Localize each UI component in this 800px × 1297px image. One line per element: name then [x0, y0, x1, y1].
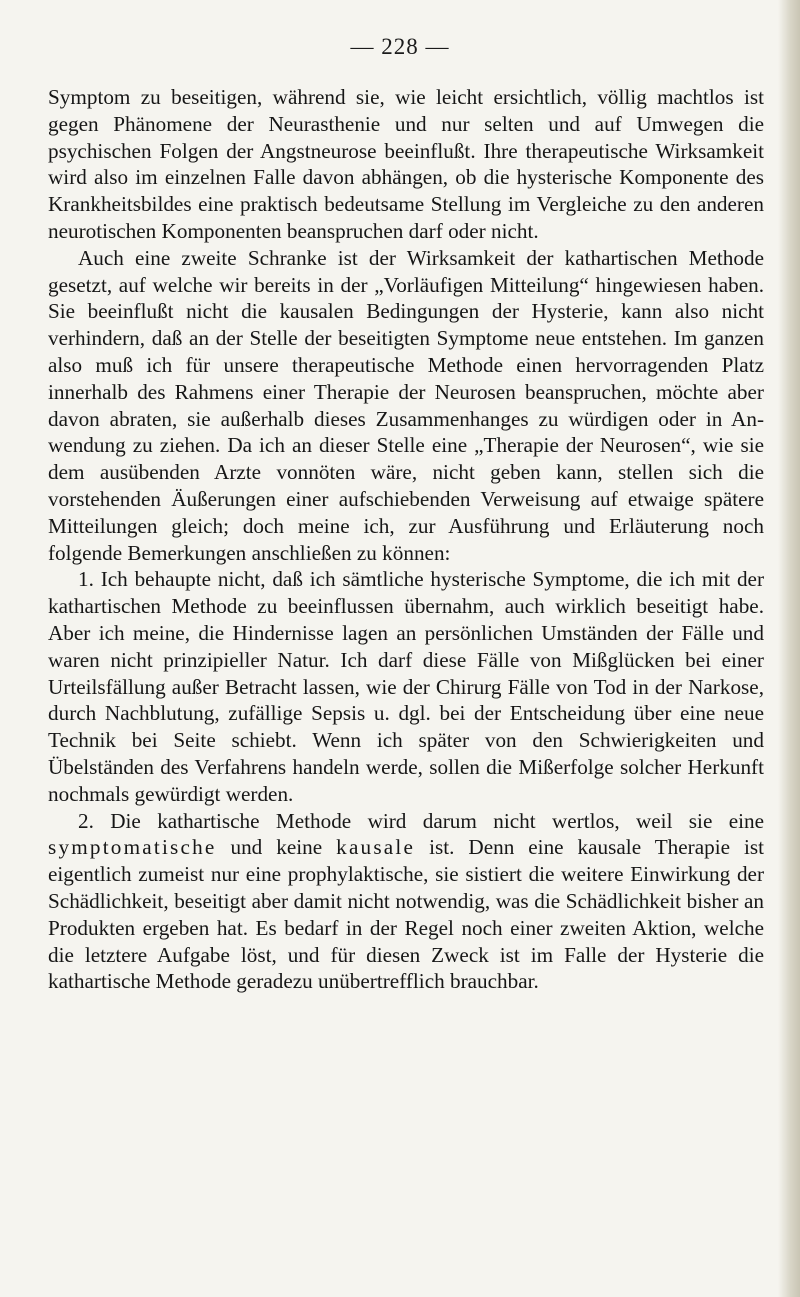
- emphasis-symptomatische: symptomatische: [48, 835, 217, 860]
- body-text: [48, 84, 764, 995]
- page-edge-shadow: [778, 0, 800, 1297]
- page-number: — 228 —: [350, 34, 450, 59]
- paragraph-1: Symptom zu beseitigen, während sie, wie leicht ersichtlich, völlig machtlos ist gegen Phänomene der Neurasthenie und nur selten und auf Umwegen die psychischen Folgen der Angstneurose beeinflußt. Ihre therapeutische Wirksamkeit wird also im einzelnen Falle davon abhängen, ob die hysterische Komponente des Krankheitsbildes eine praktisch bedeutsame Stellung im Vergleiche zu den anderen neurotischen Komponenten beanspruchen darf oder nicht.: [48, 85, 764, 243]
- paragraph-4-middle: und keine: [216, 835, 337, 860]
- emphasis-kausale: kausale: [336, 835, 416, 860]
- paragraph-4-before: 2. Die kathartische Methode wird darum nicht wertlos, weil sie eine: [78, 808, 764, 833]
- paragraph-4-after: ist. Denn eine kausale Therapie ist eigentlich zumeist nur eine prophylaktische, sie sistiert die weitere Einwirkung der Schädlichkeit, beseitigt aber damit nicht notwendig, was die Schädlichkeit bisher an Produkten ergeben hat. Es bedarf in der Regel noch einer zweiten Aktion, welche die letztere Aufgabe löst, und für diesen Zweck ist im Falle der Hysterie die kathartische Methode geradezu unübertrefflich brauchbar.: [48, 835, 764, 994]
- paragraph-4-point-2: [48, 808, 764, 996]
- paragraph-2: Auch eine zweite Schranke ist der Wirksamkeit der kathartischen Methode gesetzt, auf welche wir bereits in der „Vorläufigen Mitteilung“ hingewiesen haben. Sie beeinflußt nicht die kausalen Bedingungen der Hysterie, kann also nicht verhindern, daß an der Stelle der beseitigten Symptome neue entstehen. Im ganzen also muß ich für unsere therapeutische Methode einen hervorragenden Platz innerhalb des Rahmens einer Therapie der Neurosen beanspruchen, möchte aber davon abraten, sie außerhalb dieses Zusammenhanges zu würdigen oder in Anwendung zu ziehen. Da ich an dieser Stelle eine „Therapie der Neurosen“, wie sie dem ausübenden Arzte vonnöten wäre, nicht geben kann, stellen sich die vorstehenden Äußerungen einer aufschiebenden Verweisung auf etwaige spätere Mitteilungen gleich; doch meine ich, zur Ausführung und Erläuterung noch folgende Bemerkungen anschließen zu können:: [48, 245, 764, 565]
- paragraph-3-point-1: 1. Ich behaupte nicht, daß ich sämtliche hysterische Symptome, die ich mit der kathartischen Methode zu beeinflussen übernahm, auch wirklich beseitigt habe. Aber ich meine, die Hindernisse lagen an persönlichen Umständen der Fälle und waren nicht prinzipieller Natur. Ich darf diese Fälle von Mißglücken bei einer Urteilsfällung außer Betracht lassen, wie der Chirurg Fälle von Tod in der Narkose, durch Nachblutung, zufällige Sepsis u. dgl. bei der Entscheidung über eine neue Technik bei Seite schiebt. Wenn ich später von den Schwierigkeiten und Übelständen des Verfahrens handeln werde, sollen die Mißerfolge solcher Herkunft nochmals gewürdigt werden.: [48, 567, 764, 806]
